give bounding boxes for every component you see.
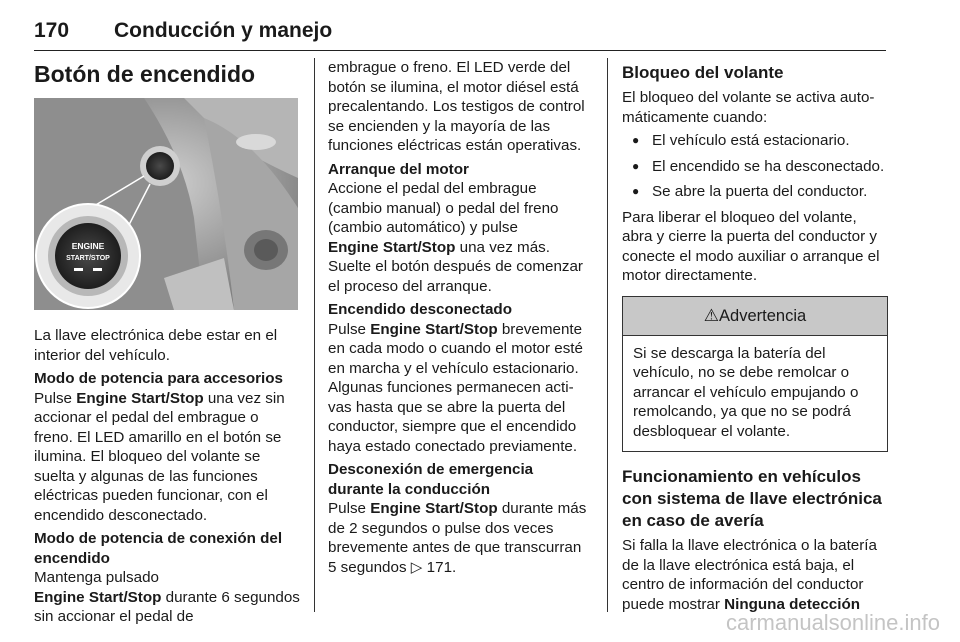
continued-paragraph: embrague o freno. El LED verde del botón se ilumina, el motor diésel está precalentando. Los testigos de control se encienden y la mayoría de las funciones eléctricas están operativas.	[328, 59, 585, 154]
button-name: Engine Start/Stop	[76, 389, 204, 407]
page-reference-link[interactable]: 171.	[426, 558, 457, 576]
column-divider	[607, 58, 608, 612]
ignition-mode-heading: Modo de potencia de conexión del encendido	[34, 530, 283, 567]
emergency-shutoff-paragraph: Desconexión de emergencia durante la conducción Pulse Engine Start/Stop durante más de 2 segundos o pulse dos veces brevemente antes de que transcurran 5 segundos ▷ 171.	[328, 460, 592, 577]
page-number: 170	[34, 19, 70, 42]
column-2	[328, 58, 592, 581]
warning-box	[622, 296, 888, 453]
led-indicator-right	[93, 268, 102, 271]
warning-title: Advertencia	[719, 306, 807, 325]
keyless-failure-paragraph: Si falla la llave electrónica o la batería de la llave electrónica está baja, el centro de información del conductor puede mostrar Ninguna detección	[622, 537, 877, 613]
button-name: Engine Start/Stop	[34, 588, 162, 606]
engine-start-paragraph: Arranque del motor Accione el pedal del embrague (cambio manual) o pedal del freno (cambio automático) y pulse Engine Start/Stop una vez más. Suelte el botón después de comenzar el proceso del arranque.	[328, 160, 592, 297]
column-1	[34, 58, 300, 631]
led-indicator-left	[74, 268, 83, 271]
engine-start-button-photo	[34, 98, 298, 310]
message-name: Ninguna detección	[724, 595, 861, 613]
chapter-title: Conducción y manejo	[114, 19, 333, 42]
steering-lock-intro: El bloqueo del volante se activa automáticamente cuando:	[622, 89, 875, 126]
emergency-shutoff-heading: Desconexión de emergencia durante la conducción	[328, 461, 534, 498]
section-title: Botón de encendido	[34, 61, 256, 87]
steering-lock-conditions	[622, 131, 888, 202]
accessory-mode-heading: Modo de potencia para accesorios	[34, 370, 283, 387]
ignition-off-paragraph: Encendido desconectado Pulse Engine Start/Stop brevemente en cada modo o cuando el motor esté en marcha y el vehículo estacionario. Algunas funciones permanecen activas hasta que se abre la puerta del conductor, siempre que el encendido haya estado conectado previamente.	[328, 300, 592, 456]
button-name: Engine Start/Stop	[370, 320, 498, 338]
column-divider	[314, 58, 315, 612]
steering-lock-heading: Bloqueo del volante	[622, 63, 784, 82]
list-item: ● El encendido se ha desconectado.	[622, 157, 888, 177]
ignition-mode-paragraph: Modo de potencia de conexión del encendido Mantenga pulsado Engine Start/Stop durante 6 segundos sin accionar el pedal de	[34, 530, 300, 625]
ignition-off-heading: Encendido desconectado	[328, 301, 512, 318]
button-name: Engine Start/Stop	[370, 500, 498, 517]
column-3	[622, 58, 888, 618]
page-header	[34, 10, 886, 51]
warning-triangle-icon: ⚠	[703, 305, 720, 325]
list-item: ● El vehículo está estacionario.	[622, 131, 888, 151]
watermark: carmanualsonline.info	[725, 610, 940, 635]
list-item: ● Se abre la puerta del conductor.	[622, 182, 888, 202]
warning-header	[623, 297, 887, 336]
page-ref-icon: ▷	[410, 558, 427, 576]
intro-paragraph: La llave electrónica debe estar en el interior del vehículo.	[34, 327, 278, 364]
keyless-failure-heading: Funcionamiento en vehículos con sistema de llave electrónica en caso de avería	[622, 467, 882, 530]
engine-start-heading: Arranque del motor	[328, 160, 469, 178]
button-label-line2: START/STOP	[66, 255, 110, 262]
button-label-line1: ENGINE	[71, 241, 105, 251]
warning-text: Si se descarga la batería del vehículo, no se debe remolcar o arrancar el vehículo empujando o remolcando, ya que no se podrá desbloquear el volante.	[633, 344, 859, 440]
steering-lock-release-text: Para liberar el bloqueo del volante, abra y cierre la puerta del conductor y conecte el modo auxiliar o arranque el motor directamente.	[622, 208, 880, 284]
dashboard-illustration	[34, 98, 298, 310]
button-name: Engine Start/Stop	[328, 238, 456, 256]
accessory-mode-paragraph: Modo de potencia para accesorios Pulse Engine Start/Stop una vez sin accionar el pedal del embrague o freno. El LED amarillo en el botón se ilumina. El bloqueo del volante se suelta y algunas de las funciones eléctricas pueden funcionar, con el encendido desconectado.	[34, 369, 300, 525]
